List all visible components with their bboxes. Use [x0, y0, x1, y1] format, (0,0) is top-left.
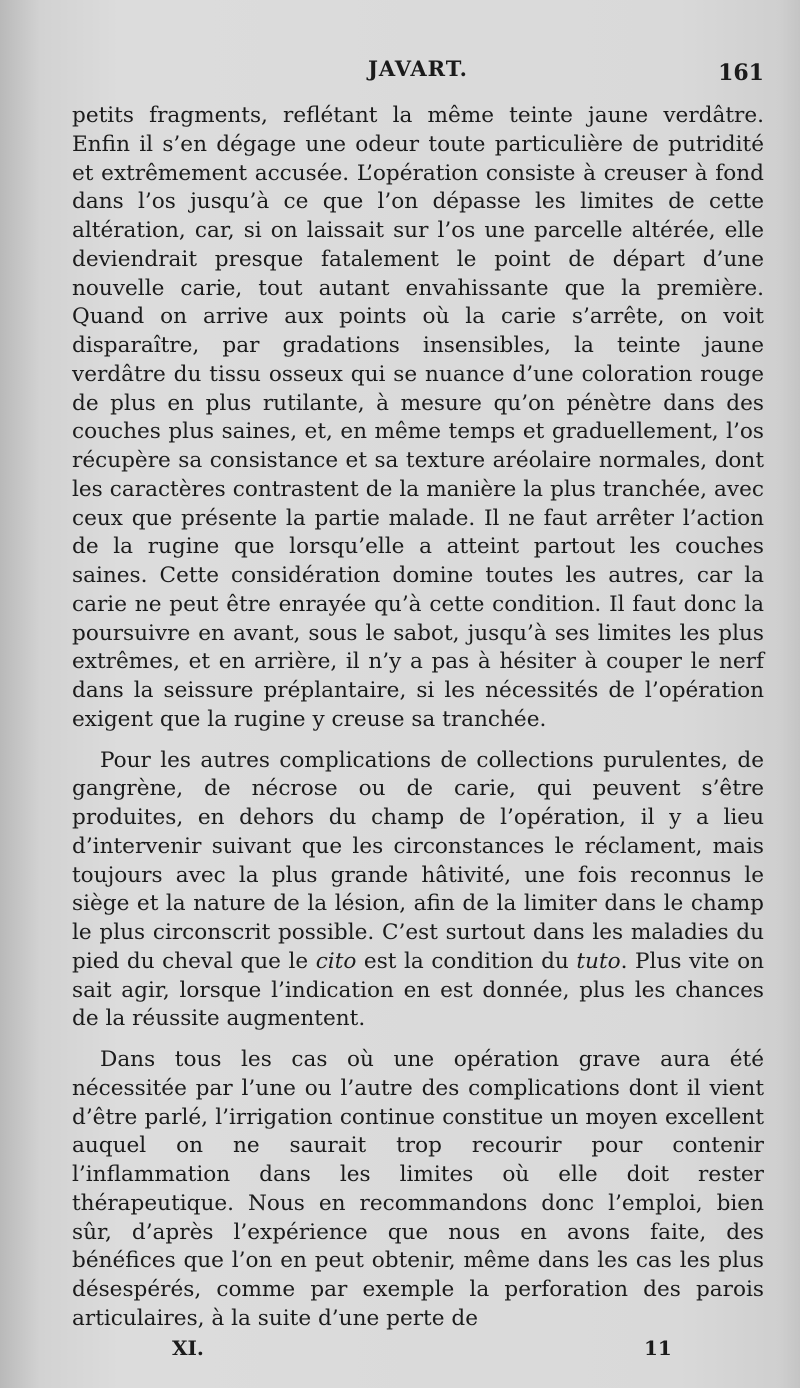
running-head: JAVART.	[368, 56, 468, 81]
emphasis-cito: cito	[315, 948, 357, 974]
page-header	[72, 56, 764, 90]
page-number: 161	[718, 60, 764, 86]
emphasis-tuto: tuto	[576, 948, 621, 974]
paragraph-irrigation: Dans tous les cas où une opération grave aura été nécessitée par l’une ou l’autre des complications dont il vient d’être parlé, l’irrigation continue constitue un moyen excellent auquel on ne saurait trop recourir pour contenir l’inflammation dans les limites où elle doit rester thérapeutique. Nous en recommandons donc l’emploi, bien sûr, d’après l’expérience que nous en avons faite, des bénéfices que l’on en peut obtenir, même dans les cas les plus désespérés, comme par exemple la perforation des parois articulaires, à la suite d’une perte de	[72, 1047, 764, 1331]
body-text	[72, 102, 764, 1346]
paragraph-complications	[72, 747, 764, 1035]
paragraph-text-part: . Plus vite on sait agir, lorsque l’indication en est donnée, plus les chances de la réussite augmentent.	[72, 948, 764, 1032]
paragraph-continuation: petits fragments, reflétant la même teinte jaune verdâtre. Enfin il s’en dégage une odeur toute particulière de putridité et extrêmement accusée. L’opération consiste à creuser à fond dans l’os jusqu’à ce que l’on dépasse les limites de cette altération, car, si on laissait sur l’os une parcelle altérée, elle deviendrait presque fatalement le point de départ d’une nouvelle carie, tout autant envahissante que la première. Quand on arrive aux points où la carie s’arrête, on voit disparaître, par gradations insensibles, la teinte jaune verdâtre du tissu osseux qui se nuance d’une coloration rouge de plus en plus rutilante, à mesure qu’on pénètre dans des couches plus saines, et, en même temps et graduellement, l’os récupère sa consistance et sa texture aréolaire normales, dont les caractères contrastent de la manière la plus tranchée, avec ceux que présente la partie malade. Il ne faut arrêter l’action de la rugine que lorsqu’elle a atteint partout les couches saines. Cette considération domine toutes les autres, car la carie ne peut être enrayée qu’à cette condition. Il faut donc la poursuivre en avant, sous le sabot, jusqu’à ses limites les plus extrêmes, et en arrière, il n’y a pas à hésiter à couper le nerf dans la seissure préplantaire, si les nécessités de l’opération exigent que la rugine y creuse sa tranchée.	[72, 103, 764, 732]
paragraph-text-part: Pour les autres complications de collections purulentes, de gangrène, de nécrose ou de carie, qui peuvent s’être produites, en dehors du champ de l’opération, il y a lieu d’intervenir suivant que les circonstances le réclament, mais toujours avec la plus grande hâtivité, une fois reconnus le siège et la nature de la lésion, afin de la limiter dans le champ le plus circonscrit possible. C’est surtout dans les maladies du pied du cheval que le	[72, 747, 764, 974]
sheet-number: 11	[644, 1336, 672, 1360]
page-footer	[72, 1336, 764, 1366]
signature-mark: XI.	[172, 1336, 204, 1360]
paragraph-text-part: est la condition du	[356, 948, 577, 974]
